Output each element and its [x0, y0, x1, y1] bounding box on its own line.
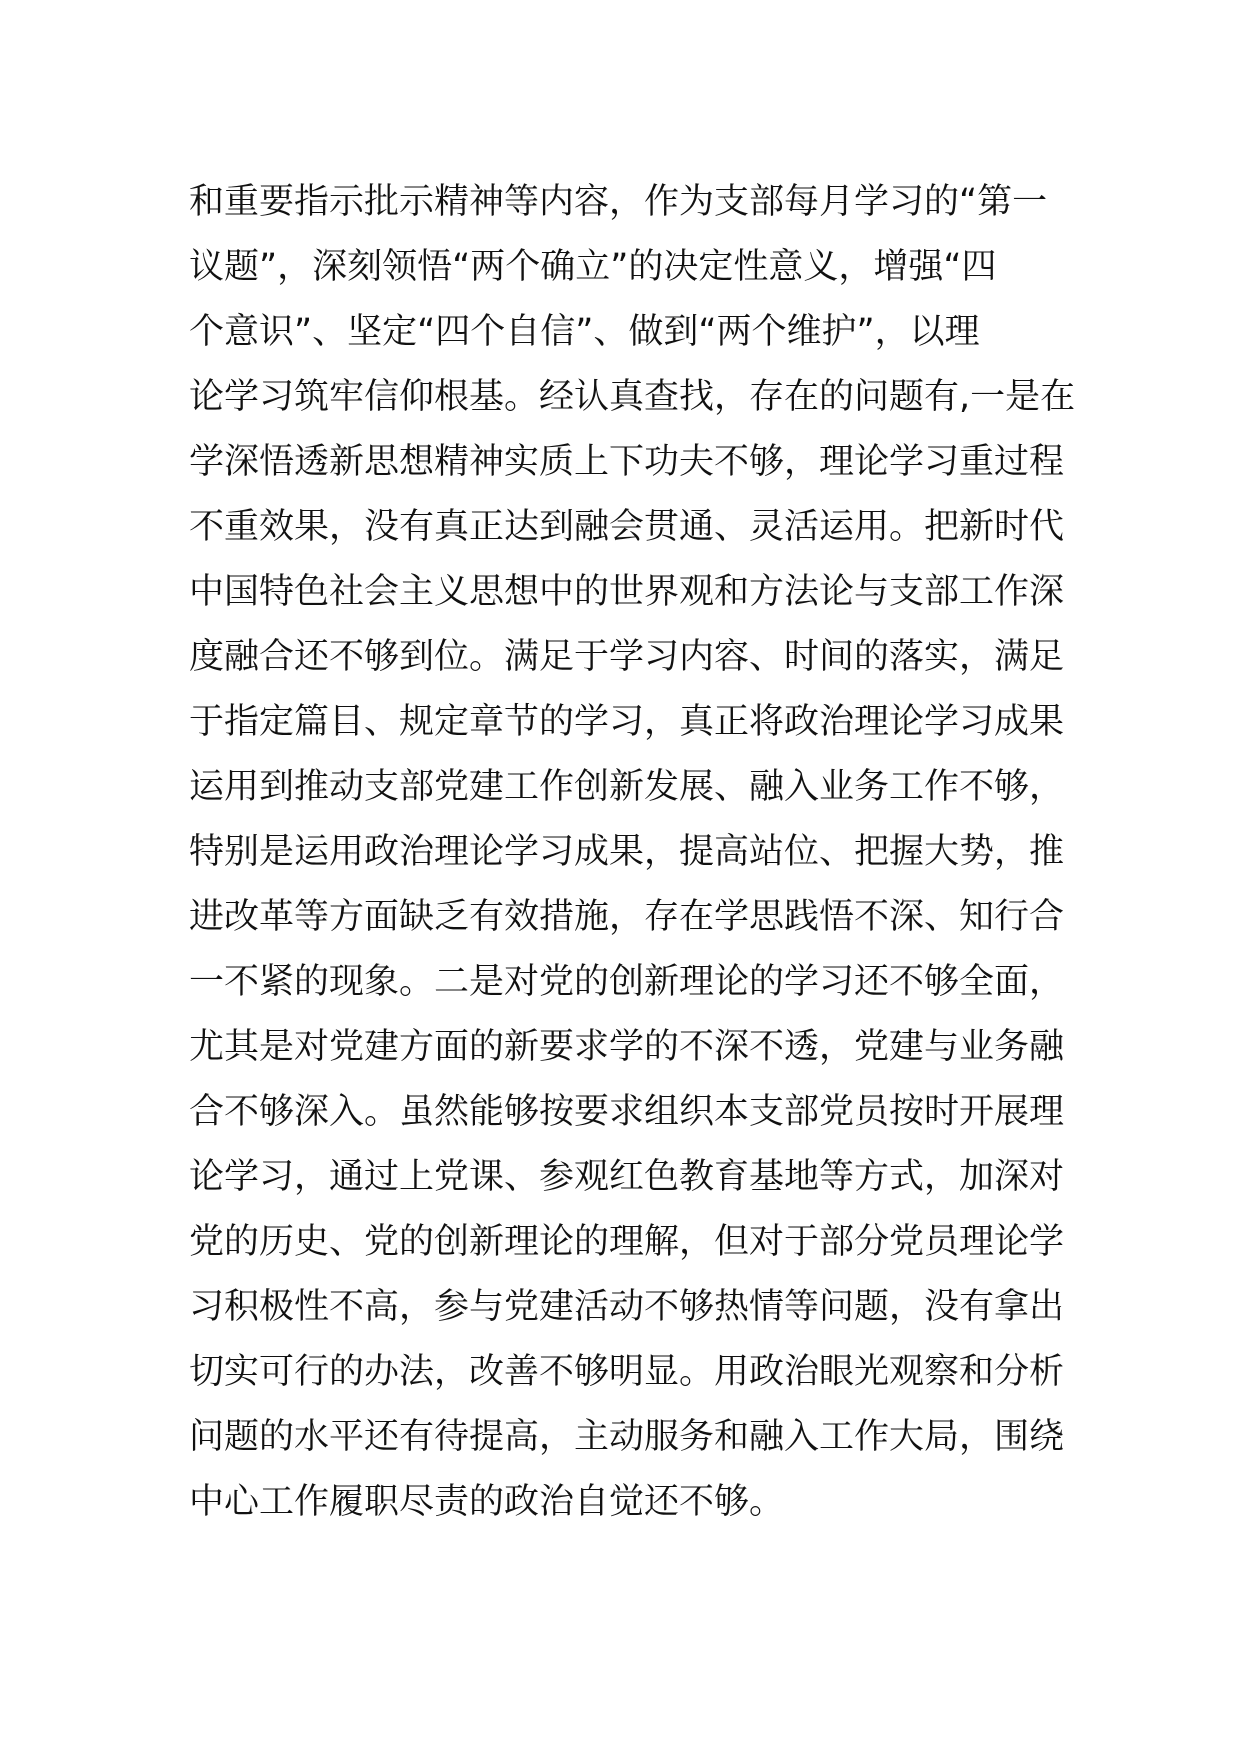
text-line: 论学习，通过上党课、参观红色教育基地等方式，加深对 [189, 1157, 1065, 1197]
text-line: 一不紧的现象。二是对党的创新理论的学习还不够全面， [189, 962, 1065, 1002]
text-line: 学深悟透新思想精神实质上下功夫不够，理论学习重过程 [189, 442, 1065, 482]
text-line: 中心工作履职尽责的政治自觉还不够。 [189, 1482, 785, 1522]
text-line: 于指定篇目、规定章节的学习，真正将政治理论学习成果 [189, 702, 1065, 742]
text-line: 进改革等方面缺乏有效措施，存在学思践悟不深、知行合 [189, 897, 1065, 937]
text-line: 运用到推动支部党建工作创新发展、融入业务工作不够， [189, 767, 1065, 807]
body-paragraph [189, 170, 1076, 1535]
text-line: 合不够深入。虽然能够按要求组织本支部党员按时开展理 [189, 1092, 1065, 1132]
text-line: 党的历史、党的创新理论的理解，但对于部分党员理论学 [189, 1222, 1065, 1262]
text-line: 特别是运用政治理论学习成果，提高站位、把握大势，推 [189, 832, 1065, 872]
text-line: 不重效果，没有真正达到融会贯通、灵活运用。把新时代 [189, 507, 1065, 547]
text-line: 尤其是对党建方面的新要求学的不深不透，党建与业务融 [189, 1027, 1065, 1067]
text-line: 切实可行的办法，改善不够明显。用政治眼光观察和分析 [189, 1352, 1065, 1392]
text-line: 习积极性不高，参与党建活动不够热情等问题，没有拿出 [189, 1287, 1065, 1327]
text-line: 中国特色社会主义思想中的世界观和方法论与支部工作深 [189, 572, 1065, 612]
text-line: 个意识”、坚定“四个自信”、做到“两个维护”，以理 [189, 312, 980, 352]
text-line: 论学习筑牢信仰根基。经认真查找，存在的问题有,一是在 [189, 377, 1076, 417]
text-line: 和重要指示批示精神等内容，作为支部每月学习的“第一 [189, 182, 1048, 222]
text-line: 问题的水平还有待提高，主动服务和融入工作大局，围绕 [189, 1417, 1065, 1457]
text-line: 度融合还不够到位。满足于学习内容、时间的落实，满足 [189, 637, 1065, 677]
text-line: 议题”，深刻领悟“两个确立”的决定性意义，增强“四 [189, 247, 997, 287]
